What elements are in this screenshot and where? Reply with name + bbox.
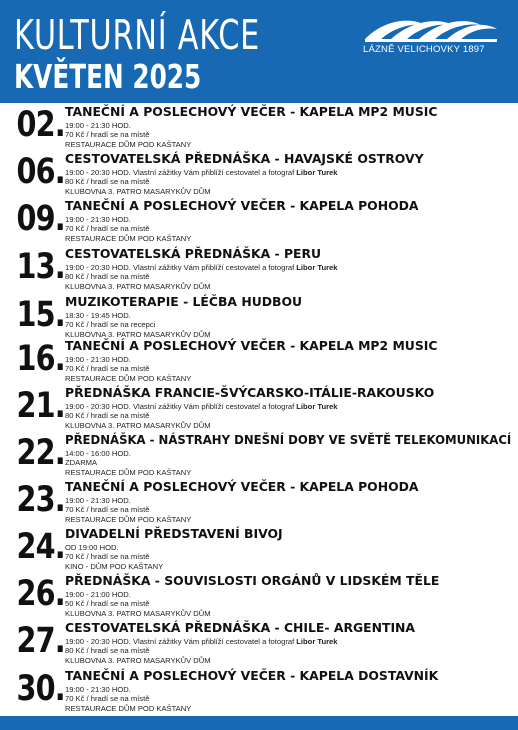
event-place: KLUBOVNA 3. PATRO MASARYKŮV DŮM	[65, 281, 211, 291]
event-row	[0, 667, 518, 713]
event-time-text: OD 19:00 HOD.	[65, 543, 119, 552]
event-price: 70 Kč / hradí se na místě	[65, 505, 150, 515]
event-time	[65, 311, 515, 320]
event-time	[65, 121, 515, 130]
event-day: 24.	[16, 527, 65, 567]
event-day: 13.	[16, 247, 65, 287]
page-subtitle: KVĚTEN 2025	[14, 57, 202, 96]
event-time-text: 19:00 - 21:30 HOD.	[65, 121, 131, 130]
event-info	[65, 245, 515, 291]
event-title: PŘEDNÁŠKA - SOUVISLOSTI ORGÁNŮ V LIDSKÉM TĚLE	[65, 573, 440, 588]
event-time	[65, 449, 515, 458]
event-time-text: 19:00 - 20:30 HOD. Vlastní zážitky Vám přiblíží cestovatel a fotograf	[65, 637, 297, 646]
event-row	[0, 197, 518, 243]
event-row	[0, 337, 518, 383]
event-place: KINO - DŮM POD KAŠTANY	[65, 561, 164, 571]
event-row	[0, 619, 518, 665]
event-info	[65, 337, 515, 383]
event-info	[65, 667, 515, 713]
event-price: 70 Kč / hradí se na místě	[65, 224, 150, 234]
event-day: 15.	[16, 295, 65, 335]
event-title: TANEČNÍ A POSLECHOVÝ VEČER - KAPELA POHODA	[65, 198, 419, 213]
waves-logo-icon	[363, 15, 499, 45]
event-place: RESTAURACE DŮM POD KAŠTANY	[65, 703, 192, 713]
event-title: TANEČNÍ A POSLECHOVÝ VEČER - KAPELA MP2 MUSIC	[65, 338, 438, 353]
event-info	[65, 619, 515, 665]
event-place: KLUBOVNA 3. PATRO MASARYKŮV DŮM	[65, 608, 211, 618]
event-day: 06.	[16, 152, 65, 192]
event-time	[65, 402, 515, 411]
event-info	[65, 197, 515, 243]
event-day: 16.	[16, 339, 65, 379]
event-time-text: 19:00 - 20:30 HOD. Vlastní zážitky Vám přiblíží cestovatel a fotograf	[65, 263, 297, 272]
event-title: PŘEDNÁŠKA - NÁSTRAHY DNEŠNÍ DOBY VE SVĚTĚ TELEKOMUNIKACÍ	[65, 432, 512, 447]
event-info	[65, 384, 515, 430]
event-info	[65, 525, 515, 571]
spa-logo	[363, 15, 503, 61]
event-day: 22.	[16, 433, 65, 473]
event-time-text: 19:00 - 21:30 HOD.	[65, 685, 131, 694]
event-row	[0, 478, 518, 524]
event-day: 27.	[16, 621, 65, 661]
event-place: RESTAURACE DŮM POD KAŠTANY	[65, 514, 192, 524]
event-title: CESTOVATELSKÁ PŘEDNÁŠKA - HAVAJSKÉ OSTROVY	[65, 151, 424, 166]
event-time	[65, 543, 515, 552]
event-price: 80 Kč / hradí se na místě	[65, 177, 150, 187]
event-day: 30.	[16, 669, 65, 709]
event-time-text: 19:00 - 20:30 HOD. Vlastní zážitky Vám přiblíží cestovatel a fotograf	[65, 168, 297, 177]
event-place: KLUBOVNA 3. PATRO MASARYKŮV DŮM	[65, 186, 211, 196]
event-title: TANEČNÍ A POSLECHOVÝ VEČER - KAPELA DOSTAVNÍK	[65, 668, 439, 683]
header-banner	[0, 0, 518, 103]
footer-bar	[0, 716, 518, 730]
event-price: 70 Kč / hradí se na místě	[65, 552, 150, 562]
event-price: 70 Kč / hradí se na místě	[65, 694, 150, 704]
event-price: ZDARMA	[65, 458, 98, 468]
event-time	[65, 215, 515, 224]
event-time-text: 19:00 - 21:00 HOD.	[65, 590, 131, 599]
event-info	[65, 478, 515, 524]
event-day: 02.	[16, 105, 65, 145]
event-time-text: 19:00 - 20:30 HOD. Vlastní zážitky Vám přiblíží cestovatel a fotograf	[65, 402, 297, 411]
event-speaker: Libor Turek	[296, 637, 338, 646]
event-price: 70 Kč / hradí se na místě	[65, 364, 150, 374]
event-time	[65, 355, 515, 364]
event-row	[0, 525, 518, 571]
event-row	[0, 245, 518, 291]
event-time	[65, 496, 515, 505]
event-row	[0, 150, 518, 196]
event-time-text: 18:30 - 19:45 HOD.	[65, 311, 131, 320]
page-title: KULTURNÍ AKCE	[14, 11, 261, 59]
event-price: 80 Kč / hradí se na místě	[65, 272, 150, 282]
event-time-text: 19:00 - 21:30 HOD.	[65, 215, 131, 224]
event-price: 50 Kč / hradí se na místě	[65, 599, 150, 609]
event-price: 80 Kč / hradí se na místě	[65, 411, 150, 421]
event-place: RESTAURACE DŮM POD KAŠTANY	[65, 233, 192, 243]
event-title: PŘEDNÁŠKA FRANCIE-ŠVÝCARSKO-ITÁLIE-RAKOUSKO	[65, 385, 435, 400]
event-title: MUZIKOTERAPIE - LÉČBA HUDBOU	[65, 294, 303, 309]
event-time	[65, 263, 515, 272]
event-place: KLUBOVNA 3. PATRO MASARYKŮV DŮM	[65, 655, 211, 665]
event-row	[0, 293, 518, 339]
event-row	[0, 103, 518, 149]
event-place: KLUBOVNA 3. PATRO MASARYKŮV DŮM	[65, 329, 211, 339]
event-time-text: 19:00 - 21:30 HOD.	[65, 496, 131, 505]
event-time-text: 14:00 - 16:00 HOD.	[65, 449, 131, 458]
event-title: CESTOVATELSKÁ PŘEDNÁŠKA - CHILE- ARGENTINA	[65, 620, 416, 635]
event-time-text: 19:00 - 21:30 HOD.	[65, 355, 131, 364]
event-day: 21.	[16, 386, 65, 426]
event-day: 26.	[16, 574, 65, 614]
event-price: 70 Kč / hradí se na místě	[65, 130, 150, 140]
event-place: RESTAURACE DŮM POD KAŠTANY	[65, 373, 192, 383]
event-info	[65, 293, 515, 339]
logo-text: LÁZNĚ VELICHOVKY 1897	[363, 44, 485, 55]
event-day: 09.	[16, 199, 65, 239]
event-place: RESTAURACE DŮM POD KAŠTANY	[65, 139, 192, 149]
event-info	[65, 103, 515, 149]
event-price: 70 Kč / hradí se na recepci	[65, 320, 156, 330]
event-info	[65, 431, 515, 477]
event-day: 23.	[16, 480, 65, 520]
event-info	[65, 572, 515, 618]
event-info	[65, 150, 515, 196]
event-title: CESTOVATELSKÁ PŘEDNÁŠKA - PERU	[65, 246, 322, 261]
event-price: 80 Kč / hradí se na místě	[65, 646, 150, 656]
event-row	[0, 572, 518, 618]
event-speaker: Libor Turek	[296, 263, 338, 272]
event-place: KLUBOVNA 3. PATRO MASARYKŮV DŮM	[65, 420, 211, 430]
event-time	[65, 590, 515, 599]
event-speaker: Libor Turek	[296, 168, 338, 177]
event-time	[65, 637, 515, 646]
event-title: TANEČNÍ A POSLECHOVÝ VEČER - KAPELA MP2 MUSIC	[65, 104, 438, 119]
event-row	[0, 431, 518, 477]
event-row	[0, 384, 518, 430]
event-speaker: Libor Turek	[296, 402, 338, 411]
event-title: DIVADELNÍ PŘEDSTAVENÍ BIVOJ	[65, 526, 283, 541]
event-title: TANEČNÍ A POSLECHOVÝ VEČER - KAPELA POHODA	[65, 479, 419, 494]
event-place: RESTAURACE DŮM POD KAŠTANY	[65, 467, 192, 477]
event-time	[65, 685, 515, 694]
event-time	[65, 168, 515, 177]
